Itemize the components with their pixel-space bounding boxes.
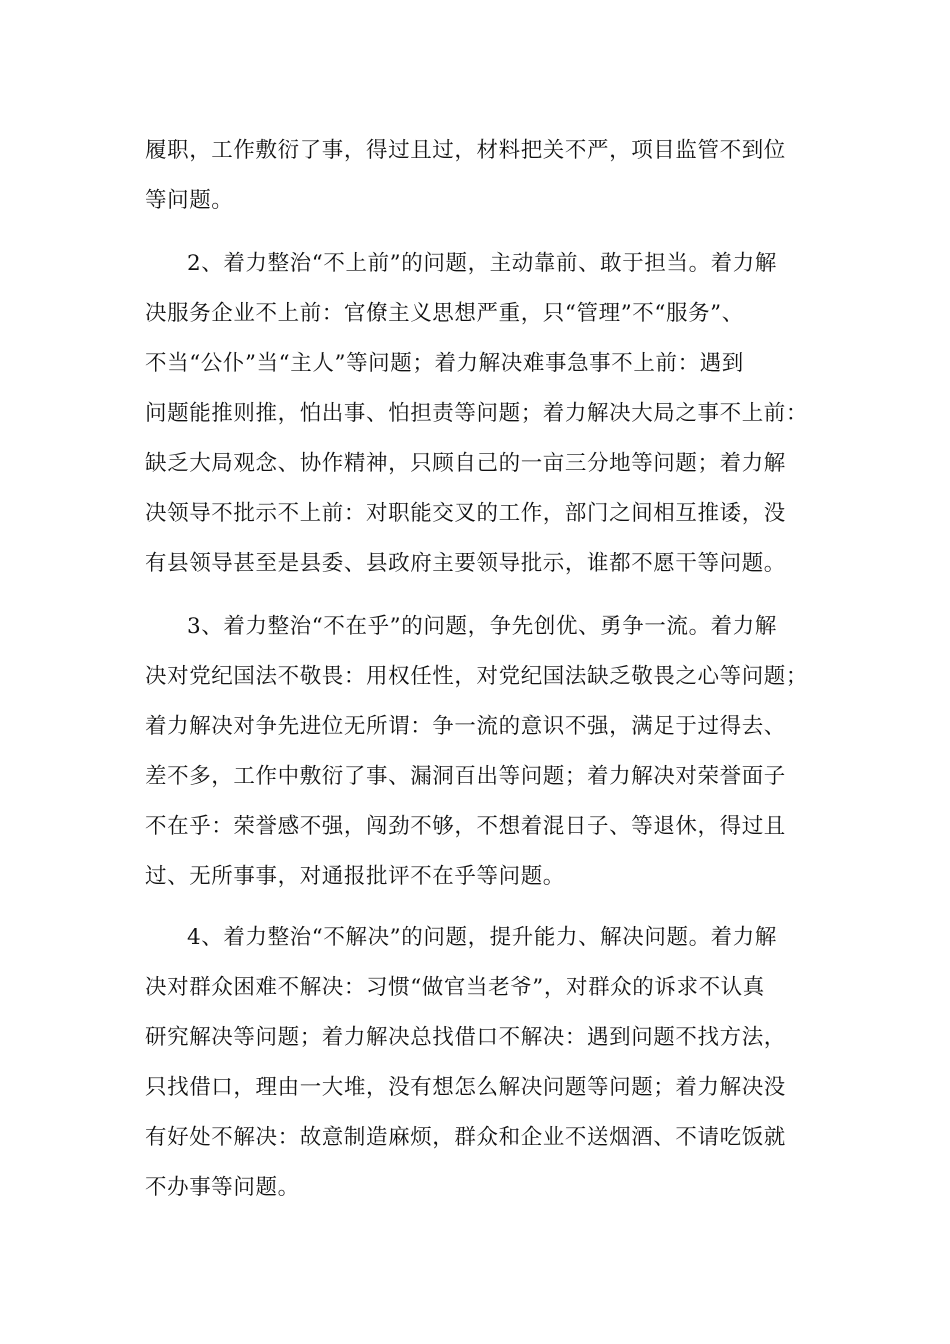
paragraph-first-line: 2、着力整治“不上前”的问题，主动靠前、敢于担当。着力解 [187, 251, 777, 276]
text-line: 履职，工作敷衍了事，得过且过，材料把关不严，项目监管不到位 [145, 138, 786, 163]
text-line: 只找借口，理由一大堆，没有想怎么解决问题等问题；着力解决没 [145, 1075, 786, 1100]
text-line: 决对群众困难不解决：习惯“做官当老爷”，对群众的诉求不认真 [145, 975, 765, 1000]
text-line: 问题能推则推，怕出事、怕担责等问题；着力解决大局之事不上前： [145, 401, 809, 426]
paragraph-first-line: 4、着力整治“不解决”的问题，提升能力、解决问题。着力解 [187, 925, 777, 950]
paragraph-first-line: 3、着力整治“不在乎”的问题，争先创优、勇争一流。着力解 [187, 614, 777, 639]
text-line: 有县领导甚至是县委、县政府主要领导批示，谁都不愿干等问题。 [145, 551, 786, 576]
text-line: 过、无所事事，对通报批评不在乎等问题。 [145, 864, 565, 889]
text-line: 缺乏大局观念、协作精神，只顾自己的一亩三分地等问题；着力解 [145, 451, 786, 476]
text-line: 差不多，工作中敷衍了事、漏洞百出等问题；着力解决对荣誉面子 [145, 764, 786, 789]
text-line: 不在乎：荣誉感不强，闯劲不够，不想着混日子、等退休，得过且 [145, 814, 786, 839]
text-line: 研究解决等问题；着力解决总找借口不解决：遇到问题不找方法， [145, 1025, 786, 1050]
text-line: 等问题。 [145, 188, 234, 213]
text-line: 不当“公仆”当“主人”等问题；着力解决难事急事不上前：遇到 [145, 351, 744, 376]
text-line: 决对党纪国法不敬畏：用权任性，对党纪国法缺乏敬畏之心等问题； [145, 664, 809, 689]
text-line: 决服务企业不上前：官僚主义思想严重，只“管理”不“服务”、 [145, 301, 744, 326]
text-line: 不办事等问题。 [145, 1175, 300, 1200]
text-line: 有好处不解决：故意制造麻烦，群众和企业不送烟酒、不请吃饭就 [145, 1125, 786, 1150]
text-line: 着力解决对争先进位无所谓：争一流的意识不强，满足于过得去、 [145, 714, 786, 739]
text-line: 决领导不批示不上前：对职能交叉的工作，部门之间相互推诿，没 [145, 501, 786, 526]
